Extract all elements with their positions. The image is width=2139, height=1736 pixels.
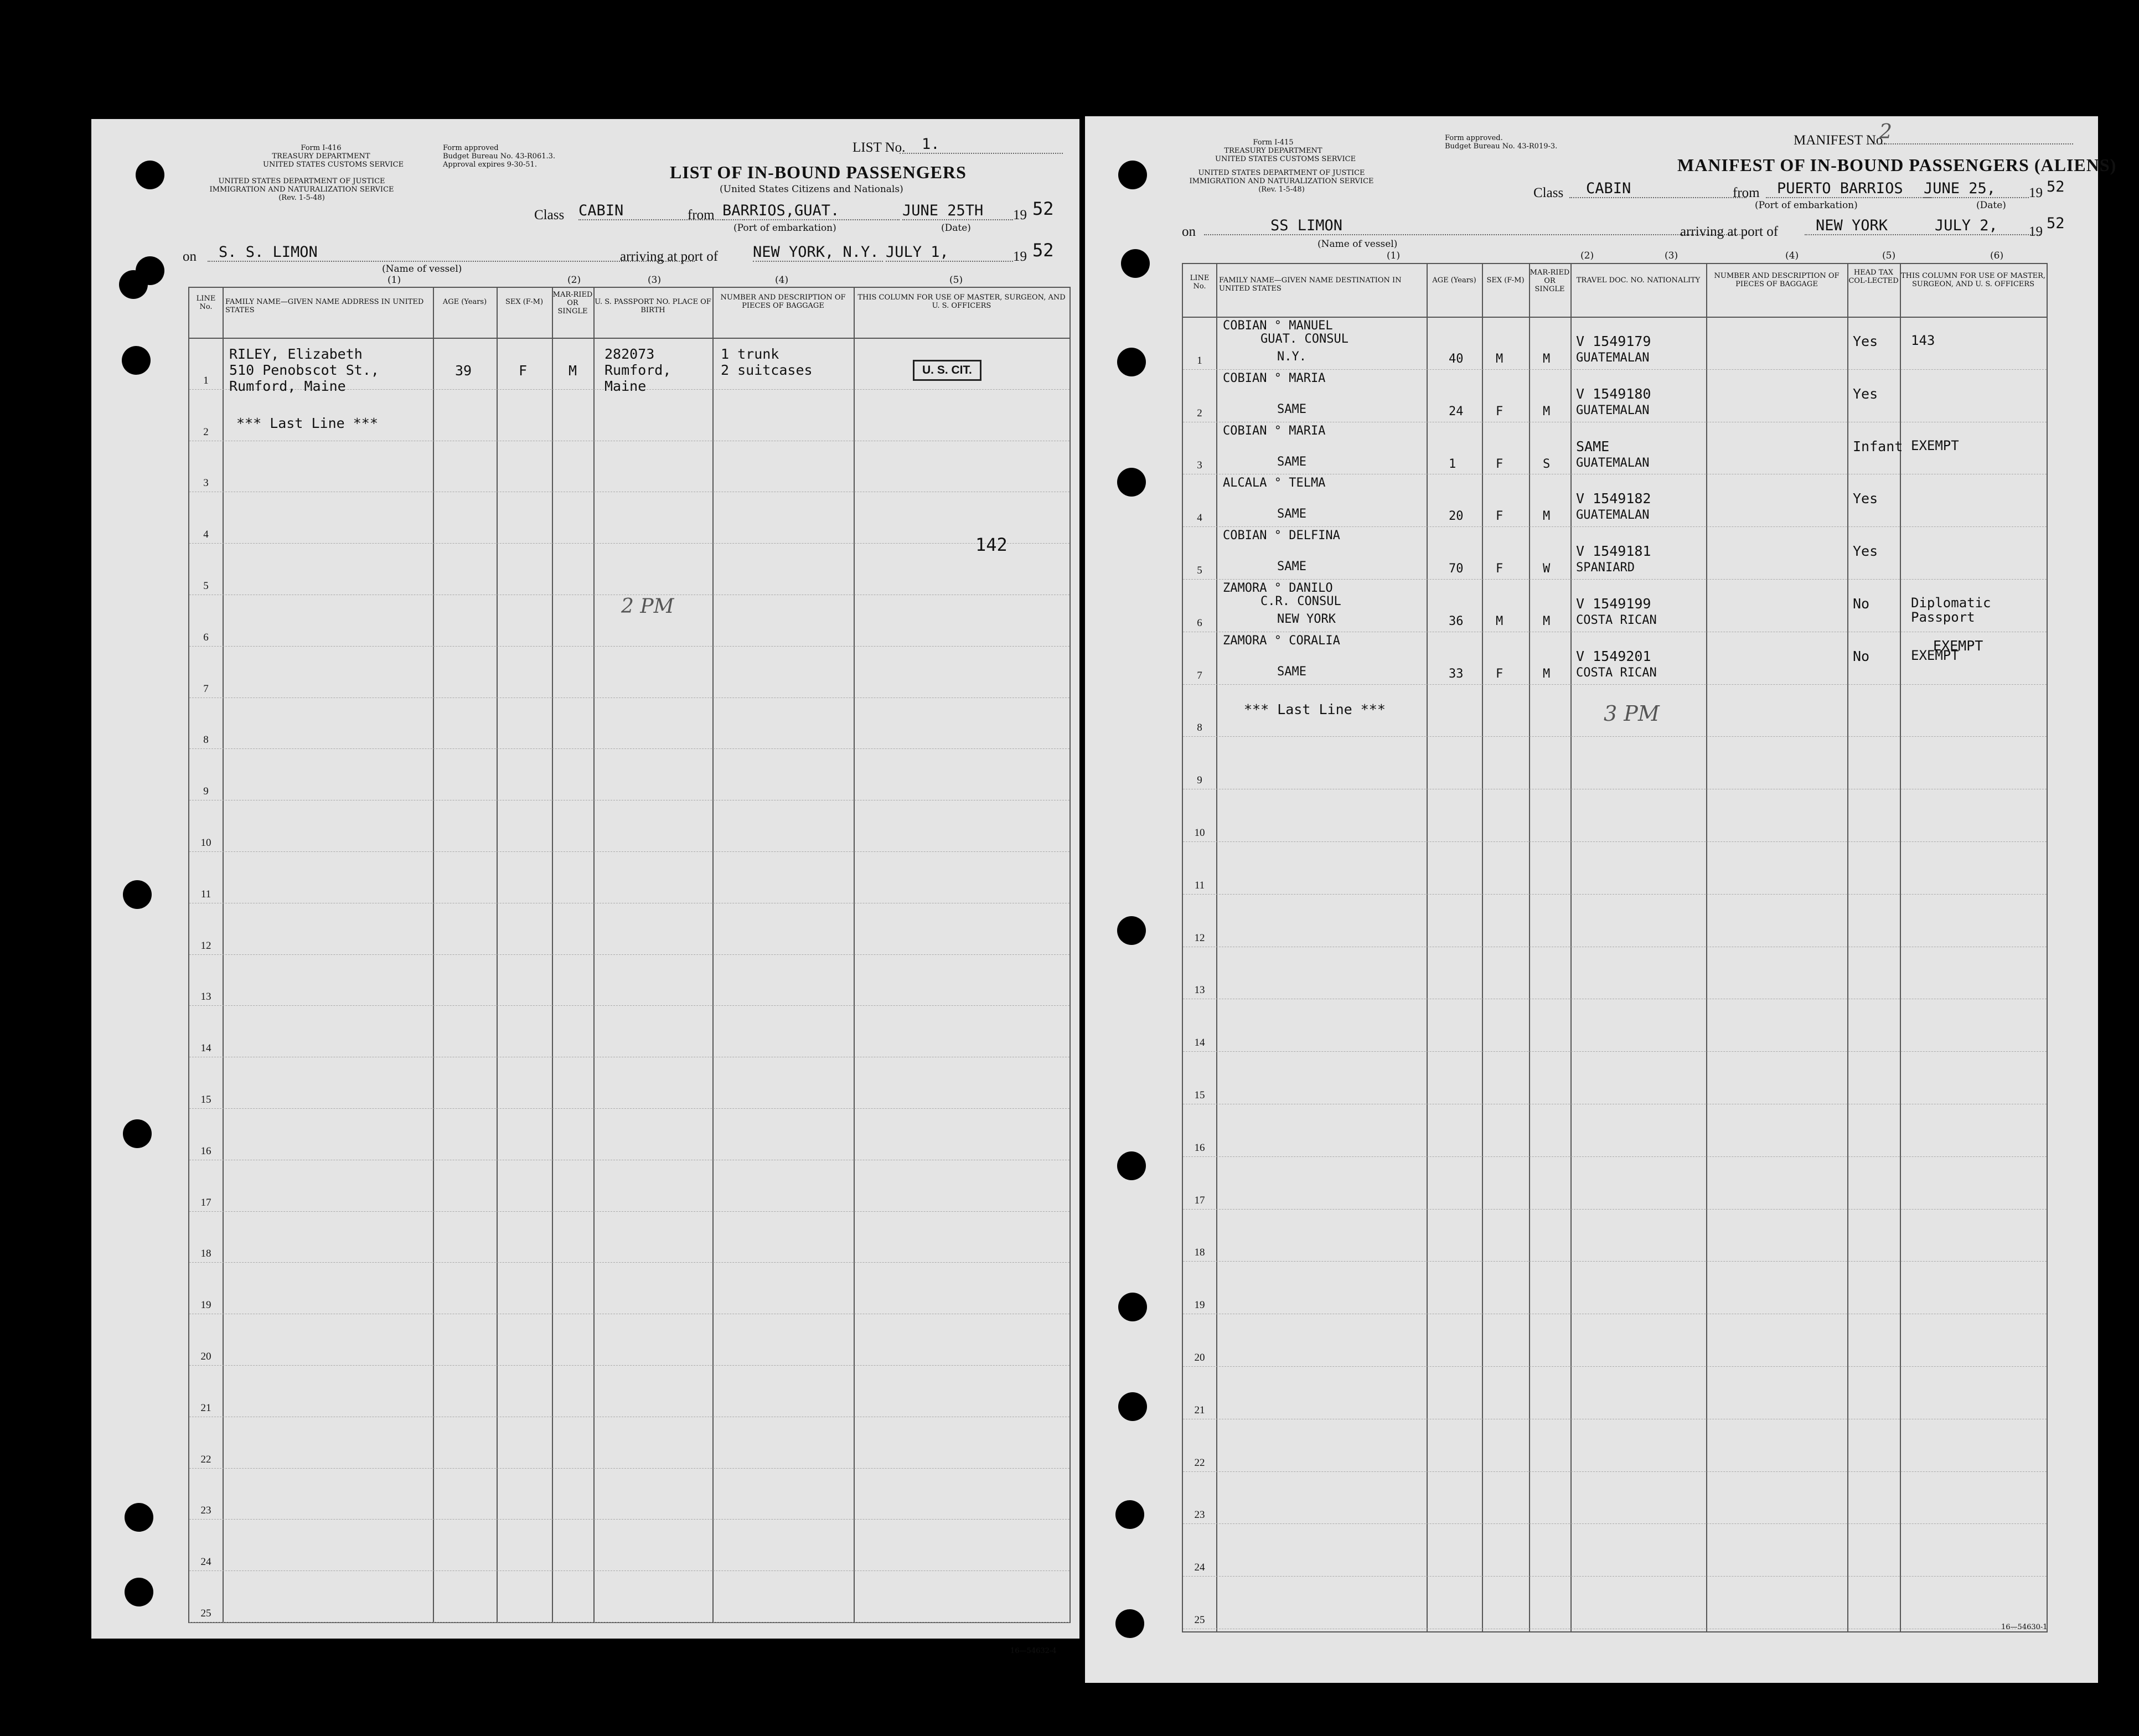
punch-hole-icon: [1115, 1500, 1144, 1529]
passenger-age: 1: [1449, 457, 1456, 471]
punch-hole-icon: [1117, 348, 1146, 376]
row-number: 7: [203, 683, 209, 695]
header-passport: U. S. PASSPORT NO. PLACE OF BIRTH: [595, 298, 711, 314]
row-number: 16: [200, 1145, 211, 1157]
vessel-name: SS LIMON: [1204, 217, 1747, 235]
table-row: [189, 800, 1070, 852]
row-number: 9: [1197, 774, 1202, 787]
row-number: 16: [1194, 1141, 1205, 1154]
travel-doc-number: V 1549199: [1576, 596, 1651, 612]
arrival-year: 52: [2047, 215, 2065, 232]
table-row: [189, 698, 1070, 750]
table-row: [1183, 1419, 2047, 1472]
table-row: [1183, 1156, 2047, 1210]
approval-block: Form approved Budget Bureau No. 43-R061.3. Approval expires 9-30-51.: [443, 144, 556, 169]
row-number: 24: [200, 1556, 211, 1568]
travel-doc-number: V 1549181: [1576, 543, 1651, 560]
vessel-name: S. S. LIMON: [208, 244, 695, 262]
vessel-caption: (Name of vessel): [382, 264, 462, 275]
passenger-name: COBIAN ° DELFINA: [1223, 529, 1340, 543]
passenger-age: 33: [1449, 666, 1464, 681]
punch-hole-icon: [123, 1119, 152, 1148]
row-number: 22: [200, 1453, 211, 1465]
row-number: 22: [1194, 1456, 1205, 1469]
passenger-name: COBIAN ° MANUEL: [1223, 319, 1333, 333]
header-name: FAMILY NAME—GIVEN NAME ADDRESS IN UNITED STATES: [225, 298, 424, 314]
nationality: COSTA RICAN: [1576, 613, 1657, 627]
list-number: 1.: [900, 136, 1063, 154]
punch-hole-icon: [1117, 1151, 1146, 1180]
passenger-married: S: [1543, 457, 1551, 471]
arrival-port: NEW YORK: [1805, 217, 1929, 235]
col-number: (3): [648, 275, 662, 286]
table-row: [189, 1314, 1070, 1366]
embark-port: BARRIOS,GUAT.: [722, 202, 900, 220]
page-subtitle: (United States Citizens and Nationals): [720, 184, 903, 195]
passenger-age: 39: [455, 363, 472, 379]
passenger-name: RILEY, Elizabeth 510 Penobscot St., Rumford, Maine: [229, 346, 379, 394]
row-number: 13: [200, 991, 211, 1003]
passenger-baggage: 1 trunk 2 suitcases: [721, 346, 813, 378]
passenger-destination: N.Y.: [1277, 350, 1306, 364]
row-number: 1: [1197, 354, 1202, 366]
year: 52: [1032, 198, 1054, 219]
last-line-marker: *** Last Line ***: [1244, 701, 1386, 717]
year-prefix: 19: [2029, 185, 2043, 200]
table-row: [189, 543, 1070, 595]
table-row: [189, 1211, 1070, 1263]
punch-hole-icon: [1118, 1293, 1147, 1321]
header-baggage: NUMBER AND DESCRIPTION OF PIECES OF BAGGAGE: [1714, 272, 1840, 288]
passenger-married: M: [1543, 666, 1551, 681]
officer-note: 143: [1911, 333, 1935, 348]
table-row: [189, 851, 1070, 903]
table-row: [189, 903, 1070, 955]
header-officers: THIS COLUMN FOR USE OF MASTER, SURGEON, AND U. S. OFFICERS: [857, 293, 1066, 310]
table-row: [189, 748, 1070, 800]
row-number: 23: [200, 1505, 211, 1517]
form-number: Form I-416 TREASURY DEPARTMENT UNITED STATES CUSTOMS SERVICE: [263, 144, 404, 169]
row-number: 5: [1197, 564, 1202, 576]
row-number: 8: [203, 734, 209, 746]
table-row: [189, 954, 1070, 1006]
head-tax: Yes: [1853, 543, 1878, 560]
header-officers: THIS COLUMN FOR USE OF MASTER, SURGEON, AND U. S. OFFICERS: [1900, 272, 2046, 288]
year: 52: [2047, 178, 2065, 195]
row-number: 15: [1194, 1089, 1205, 1101]
table-row: [1183, 894, 2047, 947]
table-row: [1183, 1261, 2047, 1314]
punch-hole-icon: [119, 270, 148, 299]
passenger-sex: F: [1496, 457, 1504, 471]
row-number: 18: [1194, 1247, 1205, 1259]
col-number: (5): [1882, 250, 1896, 261]
travel-doc-number: V 1549182: [1576, 490, 1651, 507]
embark-caption: (Port of embarkation): [1755, 200, 1858, 211]
table-row: [1183, 1471, 2047, 1525]
punch-hole-icon: [1117, 916, 1146, 945]
travel-doc-number: V 1549180: [1576, 385, 1651, 402]
nationality: SPANIARD: [1576, 561, 1635, 575]
passenger-passport: 282073 Rumford, Maine: [604, 346, 671, 394]
page-title: MANIFEST OF IN-BOUND PASSENGERS (ALIENS): [1677, 155, 2117, 175]
col-number: (4): [775, 275, 789, 286]
row-number: 6: [1197, 617, 1202, 629]
head-tax: Yes: [1853, 385, 1878, 402]
row-number: 3: [1197, 459, 1202, 472]
passenger-age: 36: [1449, 614, 1464, 628]
table-row: [1183, 1576, 2047, 1629]
row-number: 12: [200, 939, 211, 952]
header-name: FAMILY NAME—GIVEN NAME DESTINATION IN UNITED STATES: [1219, 276, 1402, 293]
officer-note: EXEMPT: [1911, 647, 1959, 663]
punch-hole-icon: [136, 161, 164, 189]
row-number: 4: [203, 529, 209, 541]
form-number: Form I-415 TREASURY DEPARTMENT UNITED STATES CUSTOMS SERVICE: [1215, 138, 1356, 163]
passenger-destination: SAME: [1277, 402, 1306, 416]
officer-note: Diplomatic Passport: [1911, 595, 1991, 625]
header-line-no: LINE No.: [196, 294, 216, 311]
row-number: 14: [200, 1042, 211, 1055]
nationality: COSTA RICAN: [1576, 665, 1657, 680]
passenger-married: M: [1543, 509, 1551, 524]
header-travel-doc: TRAVEL DOC. NO. NATIONALITY: [1576, 276, 1701, 285]
row-number: 23: [1194, 1509, 1205, 1521]
passenger-married: M: [1543, 404, 1551, 418]
table-row: [1183, 947, 2047, 1000]
passenger-destination: NEW YORK: [1277, 612, 1336, 626]
on-label: on: [183, 249, 197, 264]
from-label: from: [1733, 185, 1760, 200]
row-number: 25: [200, 1607, 211, 1619]
table-row: [189, 1005, 1070, 1057]
col-number: (1): [388, 275, 401, 286]
punch-hole-icon: [1118, 1392, 1147, 1421]
embark-caption: (Port of embarkation): [733, 223, 836, 234]
header-sex: SEX (F-M): [505, 298, 544, 306]
class-value: CABIN: [578, 202, 745, 220]
travel-doc-number: V 1549179: [1576, 333, 1651, 349]
exempt-note: EXEMPT: [1933, 638, 1983, 654]
table-row: [1183, 1523, 2047, 1577]
col-number: (4): [1785, 250, 1799, 261]
embark-port: PUERTO BARRIOS: [1766, 180, 1932, 198]
table-row: [189, 1570, 1070, 1623]
manifest-number-label: MANIFEST No.: [1794, 133, 1887, 148]
citizen-stamp: U. S. CIT.: [913, 360, 981, 381]
table-row: [189, 1262, 1070, 1314]
row-number: 19: [200, 1299, 211, 1311]
row-number: 1: [203, 374, 209, 386]
passenger-name: ZAMORA ° CORALIA: [1223, 633, 1340, 648]
list-number-label: LIST No.: [852, 140, 906, 155]
passenger-age: 40: [1449, 352, 1464, 366]
arrival-year-prefix: 19: [1013, 249, 1027, 264]
head-tax: Yes: [1853, 490, 1878, 507]
row-number: 14: [1194, 1037, 1205, 1049]
row-number: 8: [1197, 722, 1202, 734]
head-tax: Yes: [1853, 333, 1878, 349]
travel-doc-number: V 1549201: [1576, 648, 1651, 664]
passenger-sex: M: [1496, 614, 1504, 628]
nationality: GUATEMALAN: [1576, 508, 1650, 523]
row-number: 4: [1197, 512, 1202, 524]
row-number: 20: [200, 1350, 211, 1362]
arrival-year: 52: [1032, 240, 1054, 261]
row-number: 25: [1194, 1614, 1205, 1626]
punch-hole-icon: [1117, 468, 1146, 497]
passenger-sex: F: [1496, 666, 1504, 681]
row-number: 6: [203, 631, 209, 643]
row-number: 11: [1194, 879, 1205, 891]
row-number: 21: [200, 1402, 211, 1414]
table-row: [1183, 1209, 2047, 1262]
on-label: on: [1182, 224, 1196, 239]
passenger-sex: F: [1496, 509, 1504, 524]
table-row: [1183, 999, 2047, 1052]
table-row: [189, 441, 1070, 493]
page-title: LIST OF IN-BOUND PASSENGERS: [670, 162, 967, 182]
head-tax: No: [1853, 596, 1870, 612]
arriving-label: arriving at port of: [620, 249, 719, 264]
table-row: [189, 646, 1070, 698]
row-number: 7: [1197, 669, 1202, 681]
justice-dept-block: UNITED STATES DEPARTMENT OF JUSTICE IMMIGRATION AND NATURALIZATION SERVICE (Rev. 1-5-48): [209, 177, 394, 202]
col-number: (2): [567, 275, 581, 286]
manifest-number: 2: [1868, 121, 2073, 144]
punch-hole-icon: [1121, 249, 1150, 278]
table-row: [1183, 1051, 2047, 1104]
table-row: [189, 1160, 1070, 1212]
table-row: [189, 1468, 1070, 1520]
arrival-date: JULY 2,: [1924, 217, 2040, 235]
from-label: from: [688, 208, 715, 223]
passenger-destination: SAME: [1277, 507, 1306, 521]
row-number: 17: [200, 1196, 211, 1208]
row-number: 9: [203, 786, 209, 798]
passenger-married: M: [1543, 352, 1551, 366]
col-number: (2): [1580, 250, 1594, 261]
passenger-sex: F: [519, 363, 528, 379]
passenger-name: COBIAN ° MARIA: [1223, 371, 1326, 385]
class-label: Class: [1533, 185, 1564, 200]
header-line-no: LINE No.: [1190, 274, 1210, 291]
passenger-name: COBIAN ° MARIA: [1223, 423, 1326, 438]
date-caption: (Date): [1976, 200, 2006, 211]
approval-block: Form approved. Budget Bureau No. 43-R019-3.: [1445, 134, 1558, 151]
passenger-sex: M: [1496, 352, 1504, 366]
nationality: GUATEMALAN: [1576, 456, 1650, 470]
arriving-label: arriving at port of: [1680, 224, 1779, 239]
row-number: 18: [200, 1248, 211, 1260]
alien-passenger-table: [1182, 263, 2048, 1632]
row-number: 11: [200, 888, 211, 900]
passenger-table: [188, 287, 1071, 1623]
passenger-name: ZAMORA ° DANILO: [1223, 581, 1333, 595]
punch-hole-icon: [1118, 161, 1147, 189]
last-line-marker: *** Last Line ***: [236, 415, 378, 431]
travel-doc-number: SAME: [1576, 438, 1610, 454]
passenger-age: 20: [1449, 509, 1464, 524]
passenger-name: ALCALA ° TELMA: [1223, 476, 1326, 490]
punch-hole-icon: [1115, 1609, 1144, 1638]
nationality: GUATEMALAN: [1576, 351, 1650, 365]
us-citizens-list-page: [91, 119, 1079, 1655]
table-row: [189, 1417, 1070, 1469]
header-married: MAR-RIED OR SINGLE: [1530, 268, 1570, 293]
table-row: [1183, 1314, 2047, 1367]
row-number: 10: [200, 836, 211, 849]
passenger-destination: GUAT. CONSUL: [1260, 332, 1348, 346]
row-number: 19: [1194, 1299, 1205, 1311]
table-row: [1183, 841, 2047, 895]
arrival-year-prefix: 19: [2029, 224, 2043, 239]
row-number: 15: [200, 1093, 211, 1105]
officer-count: 142: [975, 534, 1008, 555]
row-number: 3: [203, 477, 209, 489]
table-row: [189, 1365, 1070, 1417]
row-number: 24: [1194, 1562, 1205, 1574]
punch-hole-icon: [122, 346, 151, 375]
passenger-age: 70: [1449, 562, 1464, 576]
year-prefix: 19: [1013, 208, 1027, 223]
class-value: CABIN: [1569, 180, 1747, 198]
arrival-date: JULY 1,: [886, 244, 1013, 262]
table-row: [189, 1108, 1070, 1160]
table-row: [189, 1057, 1070, 1109]
row-number: 5: [203, 580, 209, 592]
table-row: [1183, 789, 2047, 842]
table-row: [1183, 1104, 2047, 1157]
date-caption: (Date): [941, 223, 971, 234]
passenger-married: M: [569, 363, 577, 379]
class-label: Class: [534, 208, 565, 223]
passenger-destination: SAME: [1277, 664, 1306, 679]
table-row: [1183, 1366, 2047, 1419]
form-code: 16—54632-4: [1010, 1647, 1057, 1655]
table-row: [189, 492, 1070, 544]
header-head-tax: HEAD TAX COL-LECTED: [1848, 268, 1899, 285]
passenger-married: M: [1543, 614, 1551, 628]
table-row: [189, 1519, 1070, 1571]
row-number: 20: [1194, 1351, 1205, 1363]
row-number: 21: [1194, 1404, 1205, 1416]
header-age: AGE (Years): [442, 298, 487, 306]
handwritten-time: 3 PM: [1604, 701, 1660, 726]
header-baggage: NUMBER AND DESCRIPTION OF PIECES OF BAGGAGE: [720, 293, 846, 310]
justice-dept-block: UNITED STATES DEPARTMENT OF JUSTICE IMMIGRATION AND NATURALIZATION SERVICE (Rev. 1-5-48): [1189, 169, 1374, 194]
passenger-married: W: [1543, 562, 1551, 576]
head-tax: Infant: [1853, 438, 1903, 454]
row-number: 17: [1194, 1194, 1205, 1206]
passenger-sex: F: [1496, 404, 1504, 418]
head-tax: No: [1853, 648, 1870, 664]
embark-date: JUNE 25TH: [902, 202, 1013, 220]
row-number: 12: [1194, 932, 1205, 944]
row-number: 2: [203, 426, 209, 438]
officer-note: EXEMPT: [1911, 437, 1959, 453]
handwritten-time: 2 PM: [621, 595, 674, 618]
punch-hole-icon: [125, 1503, 153, 1532]
header-sex: SEX (F-M): [1486, 276, 1525, 285]
row-number: 10: [1194, 826, 1205, 839]
header-married: MAR-RIED OR SINGLE: [552, 291, 593, 316]
vessel-caption: (Name of vessel): [1318, 239, 1398, 250]
row-number: 2: [1197, 407, 1202, 419]
passenger-age: 24: [1449, 404, 1464, 418]
arrival-port: NEW YORK, N.Y.: [753, 244, 883, 262]
punch-hole-icon: [125, 1578, 153, 1606]
passenger-destination: SAME: [1277, 560, 1306, 574]
row-number: 13: [1194, 984, 1205, 996]
aliens-manifest-page: [1085, 116, 2117, 1683]
col-number: (1): [1387, 250, 1401, 261]
passenger-destination: C.R. CONSUL: [1260, 595, 1341, 608]
passenger-destination: SAME: [1277, 454, 1306, 469]
header-age: AGE (Years): [1432, 276, 1476, 285]
col-number: (3): [1665, 250, 1678, 261]
punch-hole-icon: [123, 880, 152, 909]
col-number: (6): [1990, 250, 2004, 261]
col-number: (5): [949, 275, 963, 286]
nationality: GUATEMALAN: [1576, 403, 1650, 417]
table-row: [1183, 736, 2047, 789]
form-code: 16—54630-1: [2001, 1623, 2048, 1631]
embark-date: JUNE 25,: [1924, 180, 2029, 198]
passenger-sex: F: [1496, 562, 1504, 576]
